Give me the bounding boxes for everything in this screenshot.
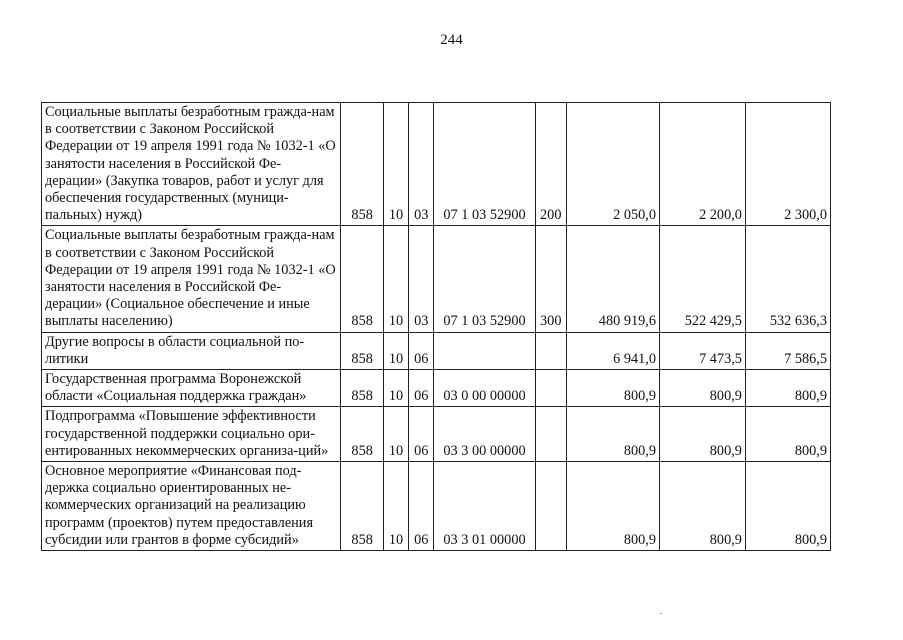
cell-rz: 10 [383,462,408,551]
cell-year-1: 2 050,0 [566,103,659,226]
cell-vr: 300 [535,226,566,332]
cell-csr: 03 3 01 00000 [434,462,535,551]
cell-year-1: 800,9 [566,407,659,462]
table-body [42,103,831,551]
cell-vr [535,332,566,369]
cell-pr: 06 [409,407,434,462]
page-number: 244 [440,32,463,48]
cell-pr: 06 [409,462,434,551]
table-row [42,332,831,369]
cell-pr: 03 [409,226,434,332]
table-row [42,226,831,332]
table-row [42,370,831,407]
cell-pr: 03 [409,103,434,226]
row-name: Социальные выплаты безработным гражда-нам в соответствии с Законом Российской Федерации от 19 апреля 1991 года № 1032-1 «О занятости населения в Российской Фе-дерации» (Закупка товаров, работ и услуг для обеспечения государственных (муници-пальных) нужд) [42,103,341,226]
table-row [42,407,831,462]
cell-gr: 858 [341,407,383,462]
cell-csr: 07 1 03 52900 [434,226,535,332]
cell-gr: 858 [341,370,383,407]
cell-year-2: 800,9 [659,462,745,551]
cell-csr: 03 3 00 00000 [434,407,535,462]
row-name: Основное мероприятие «Финансовая под-держка социально ориентированных не-коммерческих организаций на реализацию программ (проектов) путем предоставления субсидии или грантов в форме субсидий» [42,462,341,551]
row-name: Социальные выплаты безработным гражда-нам в соответствии с Законом Российской Федерации от 19 апреля 1991 года № 1032-1 «О занятости населения в Российской Фе-дерации» (Социальное обеспечение и иные выплаты населению) [42,226,341,332]
cell-year-1: 800,9 [566,370,659,407]
cell-rz: 10 [383,370,408,407]
cell-year-2: 800,9 [659,407,745,462]
row-name: Подпрограмма «Повышение эффективности государственной поддержки социально ори-ентированных некоммерческих организа-ций» [42,407,341,462]
cell-csr: 07 1 03 52900 [434,103,535,226]
cell-gr: 858 [341,462,383,551]
cell-year-2: 800,9 [659,370,745,407]
cell-year-1: 6 941,0 [566,332,659,369]
cell-year-3: 800,9 [745,370,830,407]
cell-gr: 858 [341,103,383,226]
cell-year-1: 480 919,6 [566,226,659,332]
cell-year-3: 2 300,0 [745,103,830,226]
cell-rz: 10 [383,103,408,226]
cell-vr: 200 [535,103,566,226]
cell-year-2: 7 473,5 [659,332,745,369]
cell-year-3: 7 586,5 [745,332,830,369]
cell-vr [535,370,566,407]
row-name: Государственная программа Воронежской области «Социальная поддержка граждан» [42,370,341,407]
cell-year-3: 800,9 [745,407,830,462]
cell-vr [535,407,566,462]
scan-speck [660,613,662,614]
cell-rz: 10 [383,407,408,462]
cell-rz: 10 [383,226,408,332]
cell-gr: 858 [341,332,383,369]
table-row [42,103,831,226]
cell-year-2: 522 429,5 [659,226,745,332]
cell-year-3: 800,9 [745,462,830,551]
cell-rz: 10 [383,332,408,369]
cell-pr: 06 [409,332,434,369]
cell-gr: 858 [341,226,383,332]
cell-vr [535,462,566,551]
budget-table [41,102,831,551]
table-row [42,462,831,551]
cell-year-2: 2 200,0 [659,103,745,226]
cell-csr: 03 0 00 00000 [434,370,535,407]
cell-year-3: 532 636,3 [745,226,830,332]
cell-year-1: 800,9 [566,462,659,551]
cell-csr [434,332,535,369]
row-name: Другие вопросы в области социальной по-литики [42,332,341,369]
cell-pr: 06 [409,370,434,407]
